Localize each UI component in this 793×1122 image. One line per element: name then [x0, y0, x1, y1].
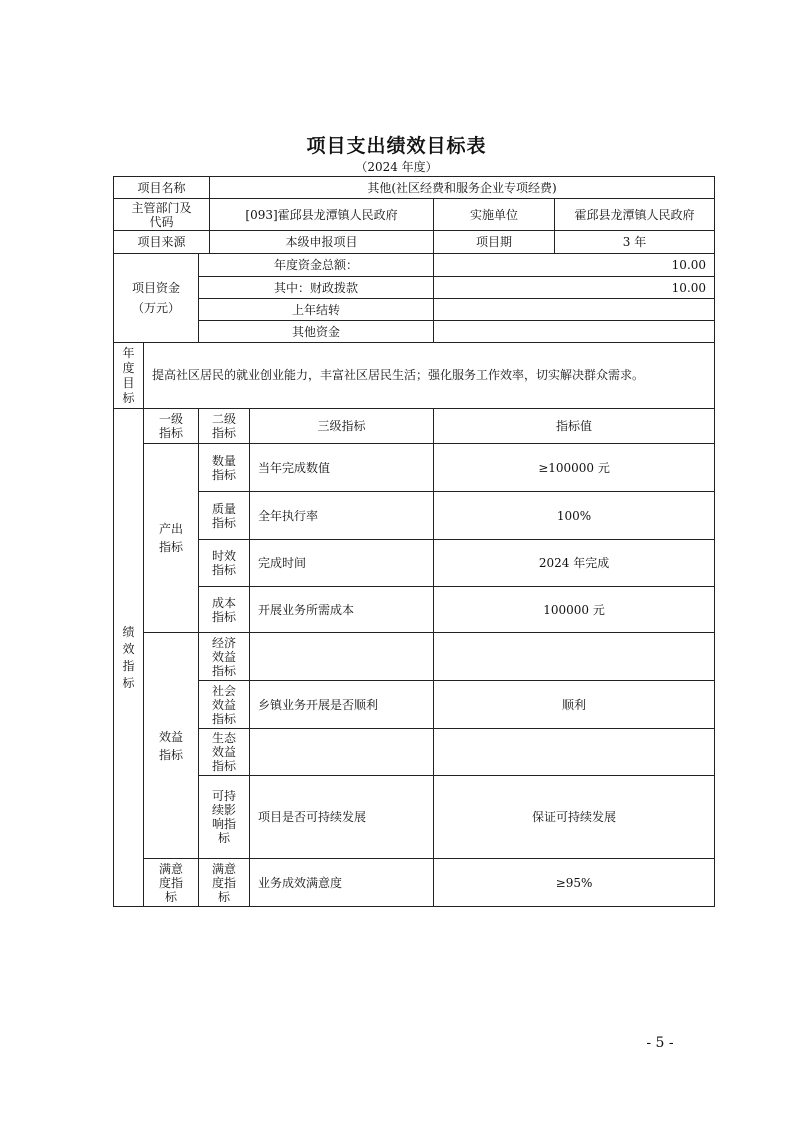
- satisfaction-value: ≥95%: [434, 859, 715, 907]
- output-level3-quality: 全年执行率: [250, 492, 434, 540]
- satisfaction-level2: 满意度指标: [199, 859, 250, 907]
- benefit-value-sustainable: 保证可持续发展: [434, 776, 715, 859]
- funds-label: 项目资金（万元）: [114, 254, 199, 343]
- perf-label: 绩效指标: [114, 409, 144, 907]
- goal-label: 年度目标: [114, 343, 144, 409]
- output-level3-quantity: 当年完成数值: [250, 444, 434, 492]
- header-level1: 一级指标: [144, 409, 199, 444]
- goal-text: 提高社区居民的就业创业能力，丰富社区居民生活；强化服务工作效率，切实解决群众需求。: [144, 343, 715, 409]
- output-level2-timeliness: 时效指标: [199, 540, 250, 587]
- output-level3-cost: 开展业务所需成本: [250, 587, 434, 633]
- page-number: - 5 -: [646, 1035, 674, 1051]
- funds-row-other: [114, 321, 715, 343]
- satisfaction-group-label: 满意度指标: [144, 859, 199, 907]
- dept-row: [114, 199, 715, 231]
- project-name-row: [114, 177, 715, 199]
- benefit-value-ecological: [434, 729, 715, 776]
- period-value: 3 年: [555, 231, 715, 254]
- table-row: [114, 587, 715, 633]
- output-value-quantity: ≥100000 元: [434, 444, 715, 492]
- benefit-level3-social: 乡镇业务开展是否顺利: [250, 681, 434, 729]
- dept-value: [093]霍邱县龙潭镇人民政府: [210, 199, 434, 231]
- benefit-level2-social: 社会效益指标: [199, 681, 250, 729]
- benefit-value-social: 顺利: [434, 681, 715, 729]
- output-value-timeliness: 2024 年完成: [434, 540, 715, 587]
- benefit-level2-economic: 经济效益指标: [199, 633, 250, 681]
- performance-target-table: [113, 176, 715, 907]
- header-level3: 三级指标: [250, 409, 434, 444]
- benefit-group-label: 效益指标: [144, 633, 199, 859]
- output-level2-cost: 成本指标: [199, 587, 250, 633]
- output-value-cost: 100000 元: [434, 587, 715, 633]
- funds-carryover-label: 上年结转: [199, 299, 434, 321]
- output-level3-timeliness: 完成时间: [250, 540, 434, 587]
- output-level2-quality: 质量指标: [199, 492, 250, 540]
- benefit-level3-sustainable: 项目是否可持续发展: [250, 776, 434, 859]
- output-value-quality: 100%: [434, 492, 715, 540]
- funds-fiscal-label: 其中：财政拨款: [199, 277, 434, 299]
- funds-other-label: 其他资金: [199, 321, 434, 343]
- table-row: [114, 859, 715, 907]
- funds-row-fiscal: [114, 277, 715, 299]
- funds-carryover-value: [434, 299, 715, 321]
- funds-row-carryover: [114, 299, 715, 321]
- table-row: [114, 492, 715, 540]
- benefit-level2-sustainable: 可持续影响指标: [199, 776, 250, 859]
- impl-label: 实施单位: [434, 199, 555, 231]
- funds-total-value: 10.00: [434, 254, 715, 277]
- benefit-value-economic: [434, 633, 715, 681]
- output-group-label: 产出指标: [144, 444, 199, 633]
- benefit-level3-economic: [250, 633, 434, 681]
- header-value: 指标值: [434, 409, 715, 444]
- period-label: 项目期: [434, 231, 555, 254]
- table-row: [114, 633, 715, 681]
- funds-fiscal-value: 10.00: [434, 277, 715, 299]
- table-row: [114, 729, 715, 776]
- funds-total-label: 年度资金总额：: [199, 254, 434, 277]
- page-subtitle: （2024 年度）: [355, 160, 438, 174]
- table-row: [114, 540, 715, 587]
- impl-value: 霍邱县龙潭镇人民政府: [555, 199, 715, 231]
- output-level2-quantity: 数量指标: [199, 444, 250, 492]
- satisfaction-level3: 业务成效满意度: [250, 859, 434, 907]
- benefit-level3-ecological: [250, 729, 434, 776]
- source-value: 本级申报项目: [210, 231, 434, 254]
- table-row: [114, 776, 715, 859]
- project-name-label: 项目名称: [114, 177, 210, 199]
- table-row: [114, 681, 715, 729]
- header-level2: 二级指标: [199, 409, 250, 444]
- benefit-level2-ecological: 生态效益指标: [199, 729, 250, 776]
- project-name-value: 其他(社区经费和服务企业专项经费): [210, 177, 715, 199]
- page-title: 项目支出绩效目标表: [306, 135, 487, 157]
- source-row: [114, 231, 715, 254]
- table-row: [114, 444, 715, 492]
- perf-header-row: [114, 409, 715, 444]
- funds-row-total: [114, 254, 715, 277]
- dept-label: 主管部门及代码: [114, 199, 210, 231]
- funds-other-value: [434, 321, 715, 343]
- goal-row: [114, 343, 715, 409]
- source-label: 项目来源: [114, 231, 210, 254]
